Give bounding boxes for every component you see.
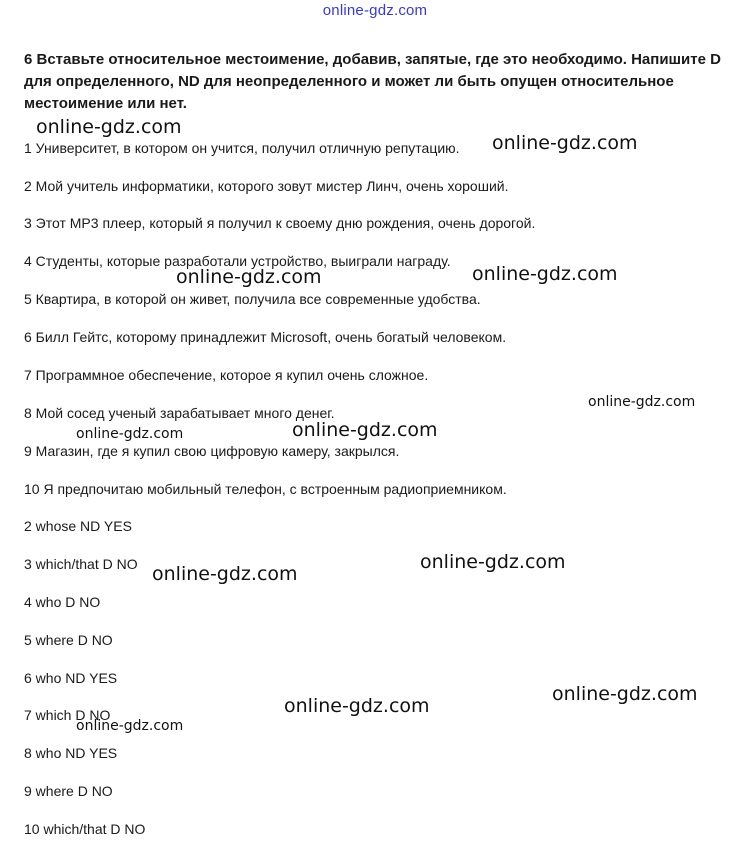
watermark: online-gdz.com	[552, 683, 698, 705]
watermark: online-gdz.com	[284, 695, 430, 717]
answer-7: 7 which D NO	[24, 707, 111, 723]
sentence-10: 10 Я предпочитаю мобильный телефон, с встроенным радиоприемником.	[24, 481, 507, 497]
sentence-9: 9 Магазин, где я купил свою цифровую камеру, закрылся.	[24, 443, 400, 459]
sentence-8: 8 Мой сосед ученый зарабатывает много денег.	[24, 405, 335, 421]
watermark: online-gdz.com	[36, 116, 182, 138]
answer-6: 6 who ND YES	[24, 670, 118, 686]
watermark: online-gdz.com	[76, 426, 184, 442]
answer-9: 9 where D NO	[24, 783, 113, 799]
answer-2: 2 whose ND YES	[24, 518, 132, 534]
answer-10: 10 which/that D NO	[24, 821, 146, 837]
watermark: online-gdz.com	[76, 718, 184, 734]
sentence-1: 1 Университет, в котором он учится, получил отличную репутацию.	[24, 140, 460, 156]
answer-8: 8 who ND YES	[24, 745, 118, 761]
answer-4: 4 who D NO	[24, 594, 101, 610]
watermark: online-gdz.com	[176, 266, 322, 288]
watermark: online-gdz.com	[152, 563, 298, 585]
sentence-5: 5 Квартира, в которой он живет, получила все современные удобства.	[24, 291, 481, 307]
watermark: online-gdz.com	[420, 551, 566, 573]
watermark: online-gdz.com	[472, 263, 618, 285]
watermark: online-gdz.com	[492, 132, 638, 154]
answer-3: 3 which/that D NO	[24, 556, 138, 572]
sentence-2: 2 Мой учитель информатики, которого зовут мистер Линч, очень хороший.	[24, 178, 509, 194]
sentence-4: 4 Студенты, которые разработали устройство, выиграли награду.	[24, 253, 451, 269]
task-heading: 6 Вставьте относительное местоимение, добавив, запятые, где это необходимо. Напишите D для определенного, ND для неопределенного и может ли быть опущен относительное местоимение или нет.	[24, 51, 721, 112]
answer-5: 5 where D NO	[24, 632, 113, 648]
watermark: online-gdz.com	[588, 394, 696, 410]
watermark: online-gdz.com	[292, 419, 438, 441]
header-site-link[interactable]: online-gdz.com	[322, 2, 428, 19]
sentence-6: 6 Билл Гейтс, которому принадлежит Microsoft, очень богатый человеком.	[24, 329, 507, 345]
sentence-3: 3 Этот MP3 плеер, который я получил к своему дню рождения, очень дорогой.	[24, 215, 536, 231]
sentence-7: 7 Программное обеспечение, которое я купил очень сложное.	[24, 367, 429, 383]
